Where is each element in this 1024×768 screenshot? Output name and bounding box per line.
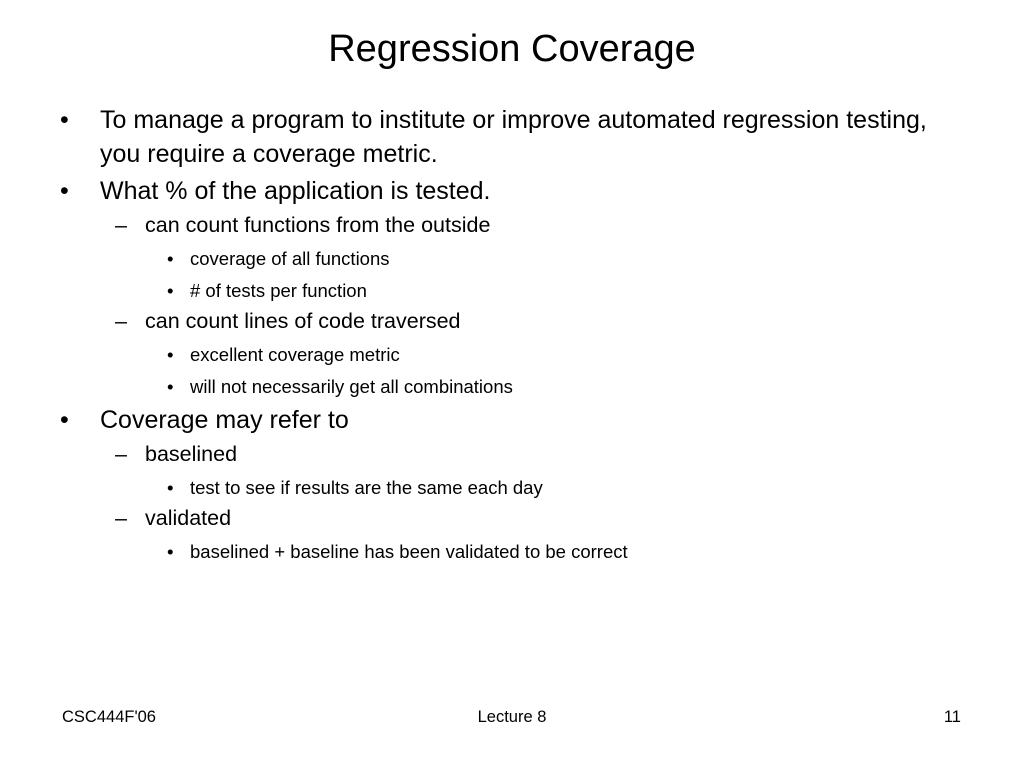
bullet-text: To manage a program to institute or improve automated regression testing, you require a coverage metric. (100, 106, 927, 168)
footer-lecture: Lecture 8 (477, 708, 547, 726)
dash-marker: – (115, 506, 127, 530)
dash-marker: – (115, 213, 127, 237)
bullet-text: coverage of all functions (190, 248, 390, 269)
subsubbullet-tests-per-function (60, 278, 960, 304)
bullet-text: can count lines of code traversed (145, 309, 461, 333)
bullet-marker: • (167, 376, 174, 397)
bullet-marker: • (60, 177, 69, 205)
slide-title: Regression Coverage (328, 28, 696, 70)
bullet-text: baselined (145, 442, 238, 466)
bullet-marker: • (60, 406, 69, 434)
bullet-text: # of tests per function (190, 280, 367, 301)
bullet-marker: • (167, 541, 174, 562)
subsubbullet-same-each-day (60, 475, 960, 501)
dash-marker: – (115, 309, 127, 333)
bullet-text: can count functions from the outside (145, 213, 491, 237)
subbullet-baselined (60, 440, 960, 469)
bullet-marker: • (60, 106, 69, 134)
bullet-coverage-may-refer (60, 403, 960, 437)
bullet-text: will not necessarily get all combinations (190, 376, 513, 397)
footer-page-number: 11 (943, 708, 961, 726)
bullet-marker: • (167, 280, 174, 301)
subbullet-count-lines (60, 307, 960, 336)
dash-marker: – (115, 442, 127, 466)
bullet-text: What % of the application is tested. (100, 177, 491, 205)
bullet-marker: • (167, 477, 174, 498)
bullet-text: Coverage may refer to (100, 406, 349, 434)
bullet-text: excellent coverage metric (190, 344, 400, 365)
subsubbullet-excellent-metric (60, 342, 960, 368)
subsubbullet-coverage-all-functions (60, 246, 960, 272)
subsubbullet-not-all-combinations (60, 374, 960, 400)
footer-course: CSC444F'06 (62, 708, 156, 726)
subsubbullet-baseline-validated (60, 539, 960, 565)
bullet-marker: • (167, 248, 174, 269)
slide-body (60, 100, 960, 565)
bullet-manage-program (60, 103, 960, 171)
bullet-text: baselined + baseline has been validated to be correct (190, 541, 628, 562)
bullet-marker: • (167, 344, 174, 365)
subbullet-count-functions (60, 211, 960, 240)
bullet-what-percent-tested (60, 174, 960, 208)
bullet-text: validated (145, 506, 232, 530)
bullet-text: test to see if results are the same each day (190, 477, 543, 498)
subbullet-validated (60, 504, 960, 533)
